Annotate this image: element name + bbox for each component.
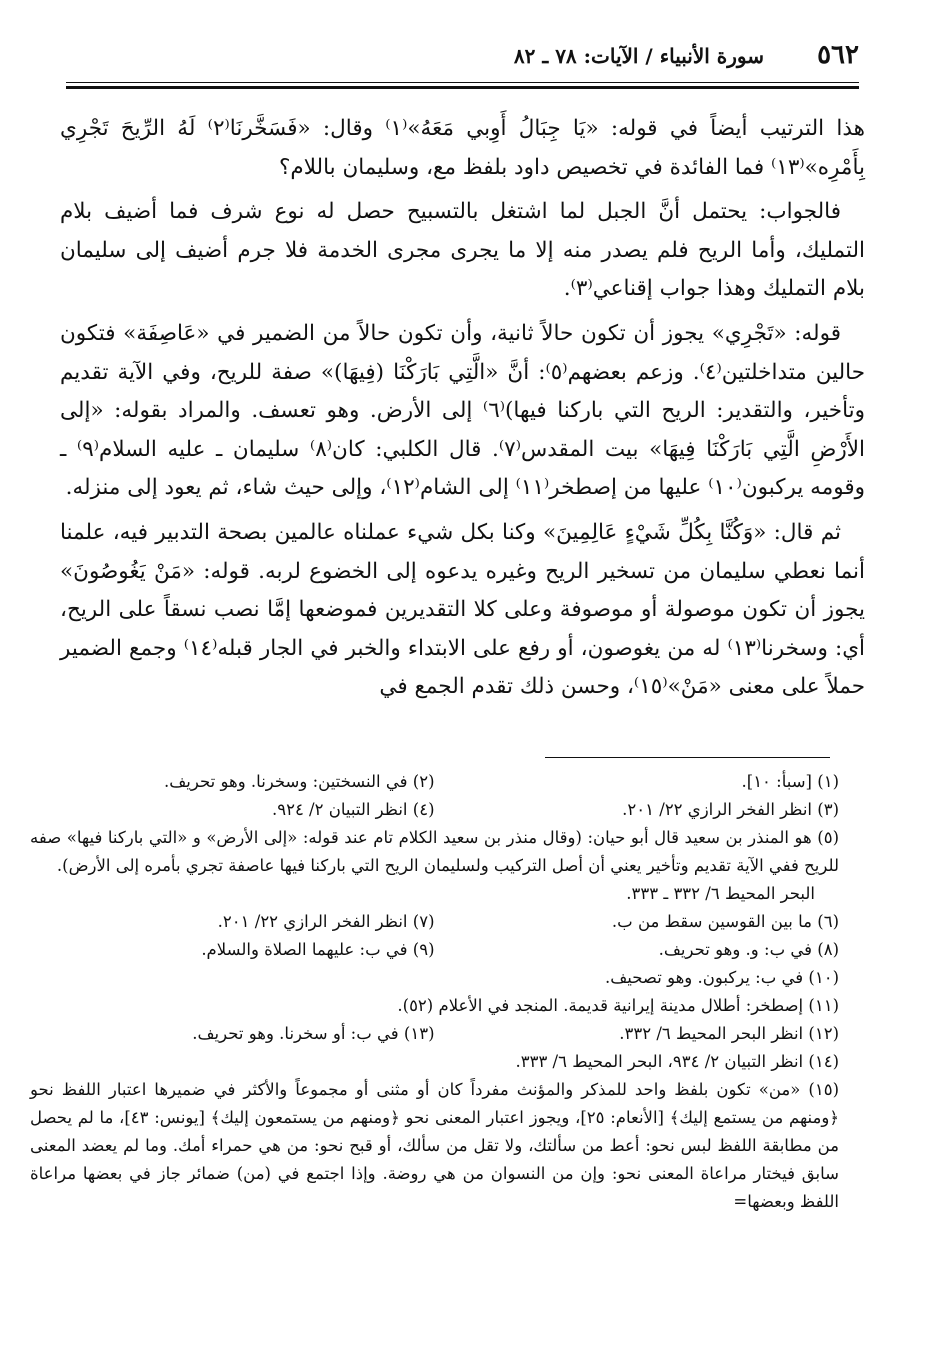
paragraph: فالجواب: يحتمل أنَّ الجبل لما اشتغل بالتسبيح حصل له نوع شرف فما أضيف بلام التمليك، وأما الريح فلم يصدر منه إلا ما يجرى مجرى الخدمة فلا جرم أضيف إلى سليمان بلام التمليك وهذا جواب إقناعي⁽٣⁾. [60, 199, 865, 302]
footnote-15: (١٥) «من» تكون بلفظ واحد للمذكر والمؤنث مفرداً كان أو مثنى أو مجموعاً والأكثر في ضميرها اعتبار اللفظ نحو ﴿ومنهم من يستمع إليك﴾ [الأنعام: ٢٥]، ويجوز اعتبار المعنى نحو ﴿ومنهم من يستمعون إليك﴾ [يونس: ٤٣]، ما لم يحصل من مطابقة اللفظ لبس نحو: أعط من سألتك، ولا تقل من سألك، أو قبح نحو: من هي حمراء أمك. وما لم يعضد المعنى سابق فيختار مراعاة المعنى نحو: وإن من النسوان من هي روضة. وإذا اجتمع في (من) ضمائر جاز في بعضها مراعاة اللفظ وبعضها= [30, 1080, 839, 1211]
running-header [66, 36, 859, 86]
header-rule-thin [66, 82, 859, 83]
footnote-1: (١) [سبأ: ١٠]. [741, 772, 839, 791]
footnote-5: (٥) هو المنذر بن سعيد قال أبو حيان: (وقال منذر بن سعيد الكلام تام عند قوله: «إلى الأرض» و «التي باركنا فيها» صفه للريح ففي الآية تقديم وتأخير يعني أن أصل التركيب ولسليمان الريح التي باركنا فيها عاصفة تجري بأمره إلى الأرض). [30, 828, 839, 875]
footnote-7: (٧) انظر الفخر الرازي ٢٢/ ٢٠١. [217, 912, 435, 931]
footnote-row [30, 768, 839, 796]
paragraph: ثم قال: «وَكُنَّا بِكُلِّ شَيْءٍ عَالِمِينَ» وكنا بكل شيء عملناه عالمين بصحة التدبير فيه، علمنا أنما نعطي سليمان من تسخير الريح وغيره يدعوه إلى الخضوع لربه. قوله: «مَنْ يَغُوصُونَ» يجوز أن تكون موصولة أو موصوفة وعلى كلا التقديرين فموضعها إمَّا نصب نسقاً على الريح، أي: وسخرنا⁽١٣⁾ له من يغوصون، أو رفع على الابتداء والخبر في الجار قبله⁽١٤⁾ وجمع الضمير حملاً على معنى «مَنْ»⁽١٥⁾، وحسن ذلك تقدم الجمع في [60, 519, 865, 700]
paragraph: هذا الترتيب أيضاً في قوله: «يَا جِبَالُ أَوِبي مَعَهُ»⁽١⁾ وقال: «فَسَخَّرنَا⁽٢⁾ لَهُ الرِّيحَ تَجْرِي بِأَمْرِه»⁽١٣⁾ فما الفائدة في تخصيص داود بلفظ مع، وسليمان باللام؟ [60, 116, 865, 180]
header-rule-thick [66, 86, 859, 89]
footnote-14: (١٤) انظر التبيان ٢/ ٩٣٤، البحر المحيط ٦/ ٣٣٣. [515, 1052, 839, 1071]
footnote-row [30, 936, 839, 964]
footnote-2: (٢) في النسختين: وسخرنا. وهو تحريف. [163, 772, 435, 791]
footnote-4: (٤) انظر التبيان ٢/ ٩٢٤. [271, 800, 435, 819]
footnote-row [30, 908, 839, 936]
footnote-row [30, 796, 839, 824]
paragraph: قوله: «تَجْرِي» يجوز أن تكون حالاً ثانية، وأن تكون حالاً من الضمير في «عَاصِفَة» فتكون حالين متداخلتين⁽٤⁾. وزعم بعضهم⁽٥⁾: أنَّ «الَّتِي بَارَكْنَا (فِيهَا)» صفة للريح، وفي الآية تقديم وتأخير، والتقدير: الريح التي باركنا فيها)⁽٦⁾ إلى الأرض. وهو تعسف. والمراد بقوله: «إلى الأَرْضِ الَّتِي بَارَكْنَا فِيهَا» بيت المقدس⁽٧⁾. قال الكلبي: كان⁽٨⁾ سليمان ـ عليه السلام⁽٩⁾ ـ وقومه يركبون⁽١٠⁾ عليها من إصطخر⁽١١⁾ إلى الشام⁽١٢⁾، وإلى حيث شاء، ثم يعود إلى منزله. [60, 320, 866, 501]
footnote-3: (٣) انظر الفخر الرازي ٢٢/ ٢٠١. [622, 800, 839, 819]
footnote-11: (١١) إصطخر: أطلال مدينة إيرانية قديمة. المنجد في الأعلام (٥٢). [397, 996, 839, 1015]
footnote-13: (١٣) في ب: أو سخرنا. وهو تحريف. [192, 1024, 435, 1043]
footnote-12: (١٢) انظر البحر المحيط ٦/ ٣٣٢. [619, 1024, 839, 1043]
footnote-9: (٩) في ب: عليهما الصلاة والسلام. [201, 940, 435, 959]
main-text [60, 110, 865, 707]
footnote-6: (٦) ما بين القوسين سقط من ب. [611, 912, 839, 931]
footnote-5-source: البحر المحيط ٦/ ٣٣٢ ـ ٣٣٣. [626, 884, 815, 903]
footnote-separator [545, 757, 830, 758]
footnotes [30, 768, 839, 1216]
footnote-row [30, 1020, 839, 1048]
footnote-10: (١٠) في ب: يركبون. وهو تصحيف. [604, 968, 839, 987]
running-title: سورة الأنبياء / الآيات: ٧٨ ـ ٨٢ [513, 44, 764, 68]
footnote-8: (٨) في ب: و. وهو تحريف. [658, 940, 839, 959]
page-number: ٥٦٢ [817, 40, 859, 70]
